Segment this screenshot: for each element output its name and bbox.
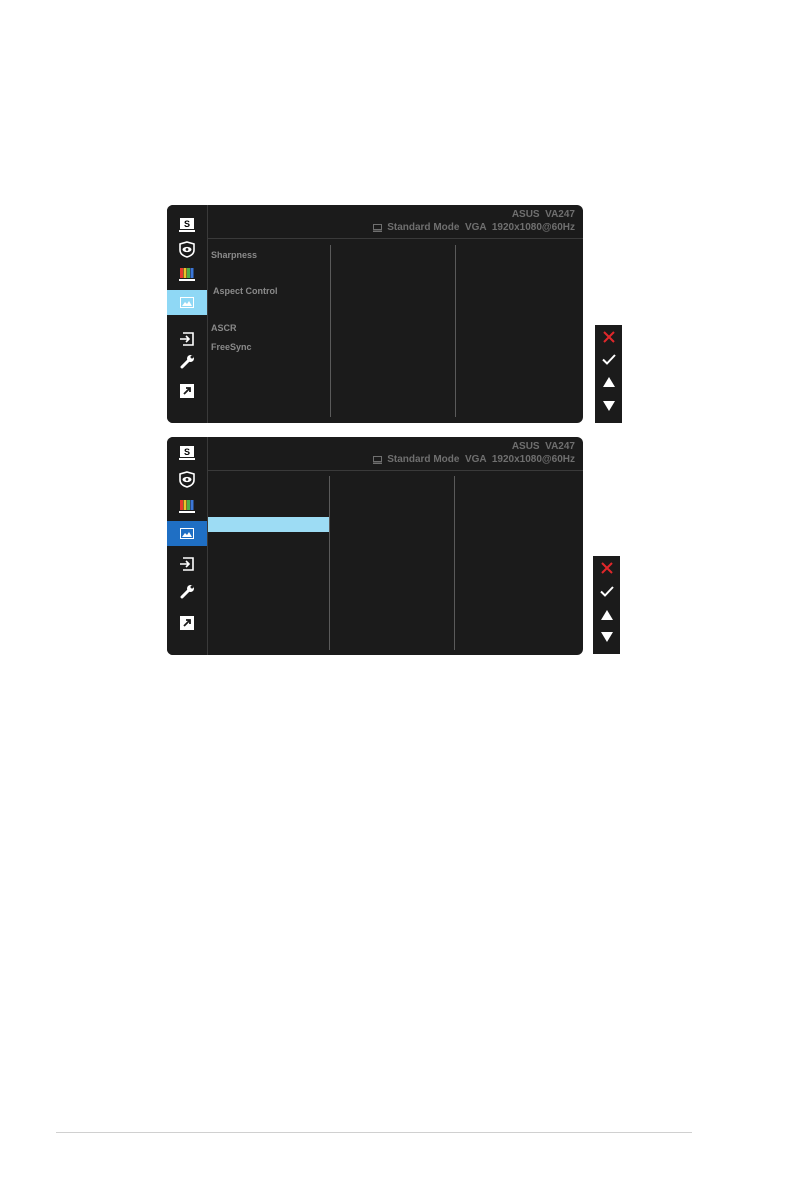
monitor-icon xyxy=(373,224,382,232)
up-arrow-icon xyxy=(601,610,613,620)
rail-item-system[interactable] xyxy=(167,349,207,374)
osd-rail xyxy=(167,437,208,655)
shortcut-icon xyxy=(180,616,194,630)
column-divider-1 xyxy=(329,476,330,650)
close-key[interactable] xyxy=(595,325,622,349)
menu-item-sharpness[interactable]: Sharpness xyxy=(211,250,258,260)
confirm-key[interactable] xyxy=(595,347,622,371)
up-key[interactable] xyxy=(595,370,622,394)
menu-highlight-bar[interactable] xyxy=(208,517,329,532)
rail-item-system[interactable] xyxy=(167,579,207,604)
osd-keys-top xyxy=(595,325,622,423)
down-key[interactable] xyxy=(595,394,622,418)
down-key[interactable] xyxy=(593,625,620,649)
system-setup-icon xyxy=(180,354,195,369)
osd-menu-top xyxy=(167,205,583,423)
svg-text:S: S xyxy=(183,218,191,229)
model-name: ASUS VA247 xyxy=(511,441,575,452)
osd-header xyxy=(208,205,583,239)
status-line xyxy=(373,454,575,465)
eye-care-icon xyxy=(179,241,195,258)
shortcut-icon xyxy=(180,384,194,398)
eye-care-icon xyxy=(179,471,195,488)
status-line xyxy=(373,222,575,233)
close-key[interactable] xyxy=(593,556,620,580)
confirm-key[interactable] xyxy=(593,579,620,603)
image-icon xyxy=(180,297,194,308)
input-select-icon xyxy=(179,332,195,346)
menu-item-ascr[interactable]: ASCR xyxy=(211,323,237,333)
rail-item-input[interactable] xyxy=(167,551,207,576)
osd-menu-bottom xyxy=(167,437,583,655)
splendid-icon xyxy=(179,446,195,460)
close-icon xyxy=(603,331,615,343)
column-divider-2 xyxy=(455,245,456,417)
osd-rail xyxy=(167,205,208,423)
osd-header xyxy=(208,437,583,471)
rail-item-color[interactable] xyxy=(167,494,207,519)
check-icon xyxy=(602,354,616,365)
rail-item-shortcut[interactable] xyxy=(167,378,207,403)
model-name: ASUS VA247 xyxy=(511,209,575,220)
rail-item-eye-care[interactable] xyxy=(167,467,207,492)
up-arrow-icon xyxy=(603,377,615,387)
color-icon xyxy=(179,500,195,514)
rail-item-splendid[interactable] xyxy=(167,440,207,465)
column-divider-1 xyxy=(330,245,331,417)
rail-item-input[interactable] xyxy=(167,326,207,351)
rail-item-image[interactable] xyxy=(167,290,207,315)
close-icon xyxy=(601,562,613,574)
svg-text:S: S xyxy=(183,446,191,457)
osd-keys-bottom xyxy=(593,556,620,654)
splendid-icon xyxy=(179,218,195,232)
menu-item-aspect-control[interactable]: Aspect Control xyxy=(213,286,278,296)
status-text: Standard Mode VGA 1920x1080@60Hz xyxy=(387,454,575,465)
system-setup-icon xyxy=(180,584,195,599)
rail-item-image[interactable] xyxy=(167,521,207,546)
column-divider-2 xyxy=(454,476,455,650)
input-select-icon xyxy=(179,557,195,571)
rail-item-color[interactable] xyxy=(167,262,207,287)
rail-item-splendid[interactable] xyxy=(167,212,207,237)
menu-item-freesync[interactable]: FreeSync xyxy=(211,342,252,352)
monitor-icon xyxy=(373,456,382,464)
color-icon xyxy=(179,268,195,282)
up-key[interactable] xyxy=(593,603,620,627)
footer-rule xyxy=(56,1132,692,1133)
down-arrow-icon xyxy=(601,632,613,642)
status-text: Standard Mode VGA 1920x1080@60Hz xyxy=(387,222,575,233)
rail-item-shortcut[interactable] xyxy=(167,610,207,635)
check-icon xyxy=(600,586,614,597)
image-icon xyxy=(180,528,194,539)
rail-item-eye-care[interactable] xyxy=(167,237,207,262)
down-arrow-icon xyxy=(603,401,615,411)
